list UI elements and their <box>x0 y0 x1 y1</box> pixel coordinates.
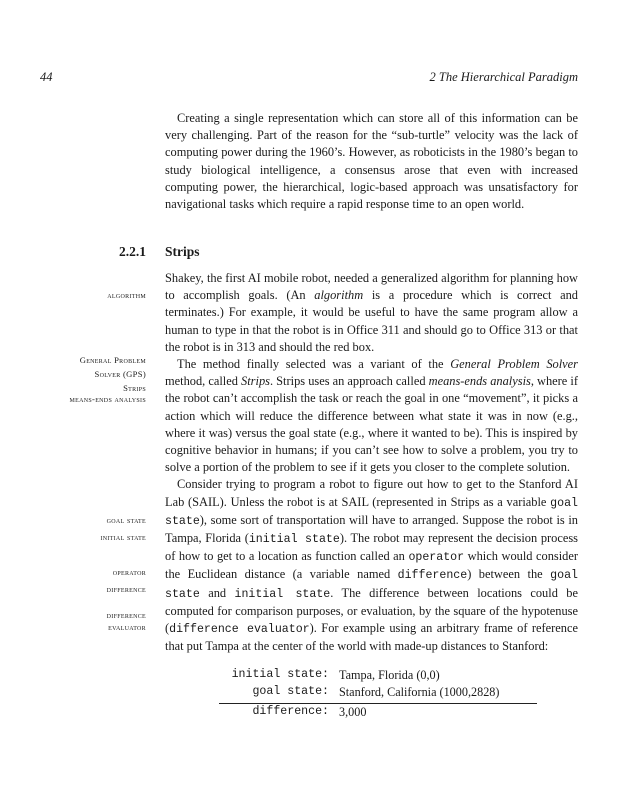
margin-note-difference-evaluator-line2: evaluator <box>108 622 146 632</box>
section-title: Strips <box>165 244 200 259</box>
margin-note-gps-line2: Solver (GPS) <box>94 369 146 379</box>
running-head: 2 The Hierarchical Paradigm <box>429 70 578 84</box>
paragraph-method: The method finally selected was a variant of the General Problem Solver method, called Strips. Strips uses an approach called means-ends analysis, where if the robot can’t accomplish the task or reach the goal in one “movement”, it picks a action which will reduce the difference between what state it was in now (e.g., where it was) versus the goal state (e.g., where it wanted to be). This is inspired by cognitive behavior in humans; if you can’t see how to solve a problem, you try to solve a portion of the problem to see if it gets you closer to the complete solution. <box>165 357 578 475</box>
table-row <box>219 685 537 702</box>
paragraph-example: Consider trying to program a robot to figure out how to get to the Stanford AI Lab (SAIL). Unless the robot is at SAIL (represented in Strips as a variable goal state), some sort of transportation will have to arranged. Suppose the robot is in Tampa, Florida (initial state). The robot may represent the decision process of how to get to a location as function called an operator which would consider the Euclidean distance (a variable named difference) between the goal state and initial state. The difference between locations could be computed for comparison purposes, or evaluation, by the square of the hypotenuse (difference evaluator). For example using an arbitrary frame of reference that put Tampa at the center of the world with made-up distances to Stanford: <box>165 477 579 654</box>
page-header <box>40 70 578 88</box>
section-body <box>165 270 578 655</box>
margin-note-difference: difference <box>106 584 146 594</box>
table-value: Tampa, Florida (0,0) <box>339 668 440 682</box>
table-key: difference: <box>252 705 329 718</box>
section-number: 2.2.1 <box>119 244 146 259</box>
margin-note-algorithm: algorithm <box>107 290 146 300</box>
page-number: 44 <box>40 70 53 84</box>
margin-note-operator: operator <box>112 567 146 577</box>
table-row <box>219 705 537 722</box>
table-row <box>219 668 537 685</box>
margin-note-strips: Strips <box>123 383 146 393</box>
margin-note-means-ends: means-ends analysis <box>69 394 146 404</box>
table-value: 3,000 <box>339 705 367 719</box>
paragraph-strips-intro: Shakey, the first AI mobile robot, needed a generalized algorithm for planning how to accomplish goals. (An algorithm is a procedure which is correct and terminates.) For example, it would be useful to have the same program allow a human to type in that the robot is in Office 311 and should go to Office 313 or that the robot is in 313 and should the red box. <box>165 271 578 354</box>
table-key: goal state: <box>252 685 329 698</box>
margin-note-initial-state: initial state <box>100 532 146 542</box>
margin-note-difference-evaluator-line1: difference <box>106 610 146 620</box>
margin-note-gps-line1: General Problem <box>79 355 146 365</box>
table-key: initial state: <box>231 668 329 681</box>
margin-note-goal-state: goal state <box>106 515 146 525</box>
intro-paragraph: Creating a single representation which can store all of this information can be very challenging. Part of the reason for the “sub-turtle” velocity was the lack of computing power during the 1960’s. However, as roboticists in the 1980’s began to study biological intelligence, a consensus arose that even with increased computing power, the hierarchical, logic-based approach was unsatisfactory for navigational tasks which require a rapid response time to an open world. <box>165 111 578 212</box>
table-value: Stanford, California (1000,2828) <box>339 685 500 699</box>
distance-table <box>219 668 537 722</box>
table-rule <box>219 703 537 704</box>
